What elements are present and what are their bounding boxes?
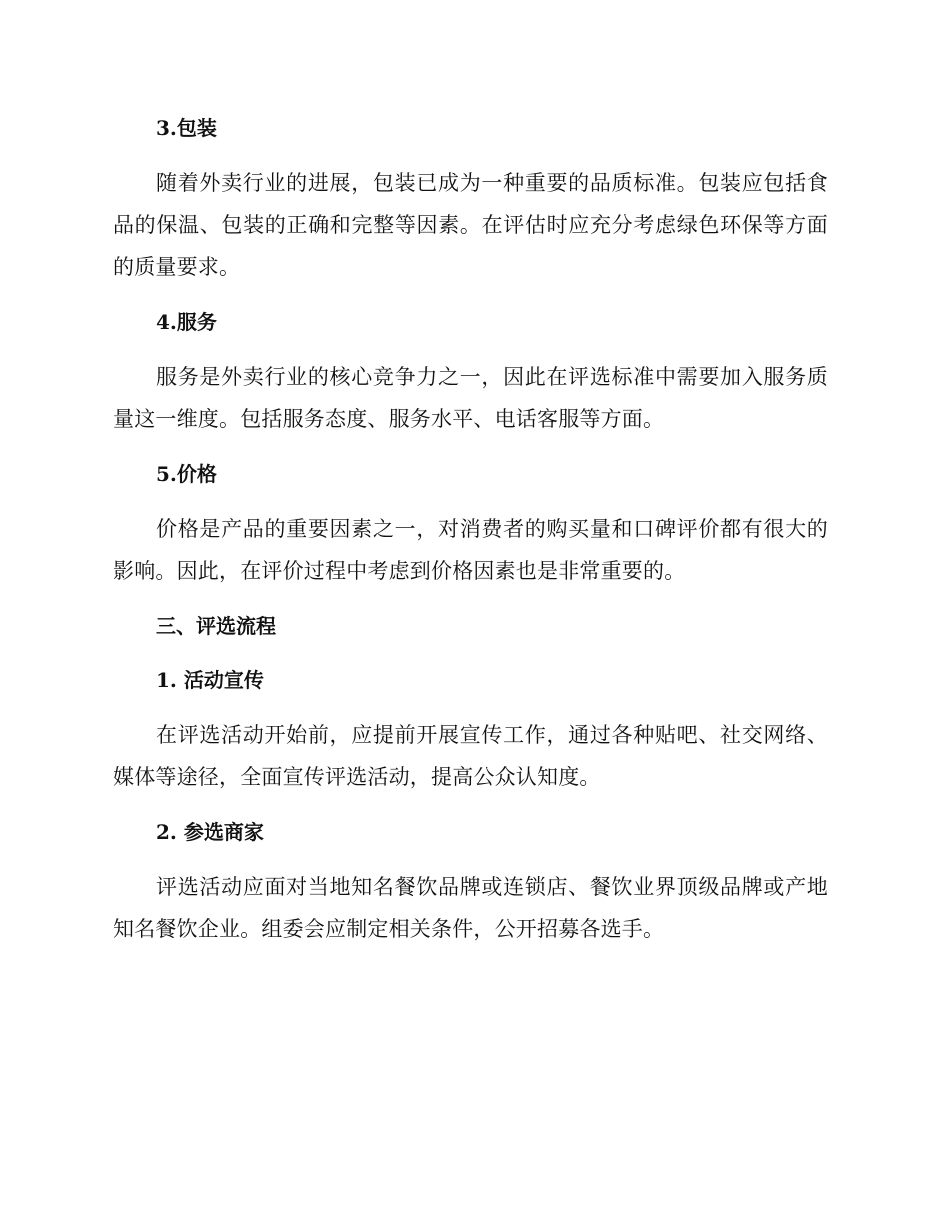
- paragraph-price: 价格是产品的重要因素之一，对消费者的购买量和口碑评价都有很大的影响。因此，在评价过程中考虑到价格因素也是非常重要的。: [113, 517, 828, 583]
- paragraph-promotion: 在评选活动开始前，应提前开展宣传工作，通过各种贴吧、社交网络、媒体等途径，全面宣传评选活动，提高公众认知度。: [113, 723, 828, 789]
- section-heading-price: 5.价格: [156, 462, 217, 486]
- paragraph-packaging: 随着外卖行业的进展，包装已成为一种重要的品质标准。包装应包括食品的保温、包装的正确和完整等因素。在评估时应充分考虑绿色环保等方面的质量要求。: [113, 171, 828, 279]
- section-heading-merchants: 2. 参选商家: [156, 820, 264, 844]
- section-heading-service: 4.服务: [156, 310, 217, 334]
- paragraph-service: 服务是外卖行业的核心竞争力之一，因此在评选标准中需要加入服务质量这一维度。包括服务态度、服务水平、电话客服等方面。: [113, 365, 828, 431]
- section-heading-packaging: 3.包装: [156, 116, 217, 140]
- paragraph-merchants: 评选活动应面对当地知名餐饮品牌或连锁店、餐饮业界顶级品牌或产地知名餐饮企业。组委会应制定相关条件，公开招募各选手。: [113, 875, 828, 941]
- section-heading-promotion: 1. 活动宣传: [156, 668, 264, 692]
- chapter-heading-selection-process: 三、评选流程: [156, 614, 276, 638]
